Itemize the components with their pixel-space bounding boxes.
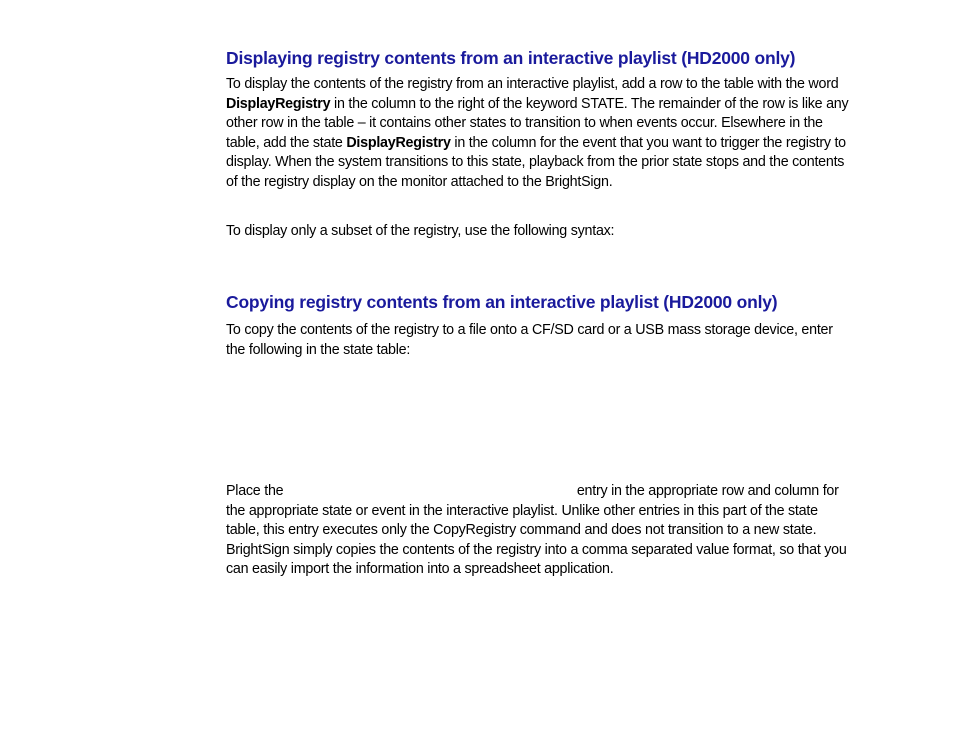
text-run: entry in the appropriate row and column for the appropriate state or event in the interactive playlist. Unlike other entries in this part of the state table, this entry executes only the CopyRegistry command and does not transition to a new state. BrightSign simply copies the contents of the registry into a comma separated value format, so that you can easily import the information into a spreadsheet application.: [226, 483, 847, 577]
display-registry-paragraph: [226, 75, 854, 192]
keyword-display-registry: DisplayRegistry: [346, 134, 451, 151]
section-heading-displaying-registry: Displaying registry contents from an interactive playlist (HD2000 only): [226, 48, 796, 68]
text-run: in the column for the event that you want to trigger the registry to display. When the system transitions to this state, playback from the prior state stops and the contents of the registry display on the monitor attached to the BrightSign.: [226, 134, 846, 190]
keyword-display-registry: DisplayRegistry: [226, 95, 331, 112]
section-heading-copying-registry: Copying registry contents from an interactive playlist (HD2000 only): [226, 292, 778, 312]
text-run: Place the: [226, 483, 288, 499]
text-run: in the column to the right of the keyword STATE. The remainder of the row is like any other row in the table – it contains other states to transition to when events occur. Elsewhere in the table, add the state: [226, 95, 849, 151]
text-run: To display the contents of the registry from an interactive playlist, add a row to the table with the word: [226, 76, 839, 92]
place-entry-paragraph: [226, 482, 854, 580]
copy-registry-paragraph: To copy the contents of the registry to a file onto a CF/SD card or a USB mass storage device, enter the following in the state table:: [226, 322, 833, 358]
subset-syntax-paragraph: To display only a subset of the registry, use the following syntax:: [226, 223, 615, 239]
